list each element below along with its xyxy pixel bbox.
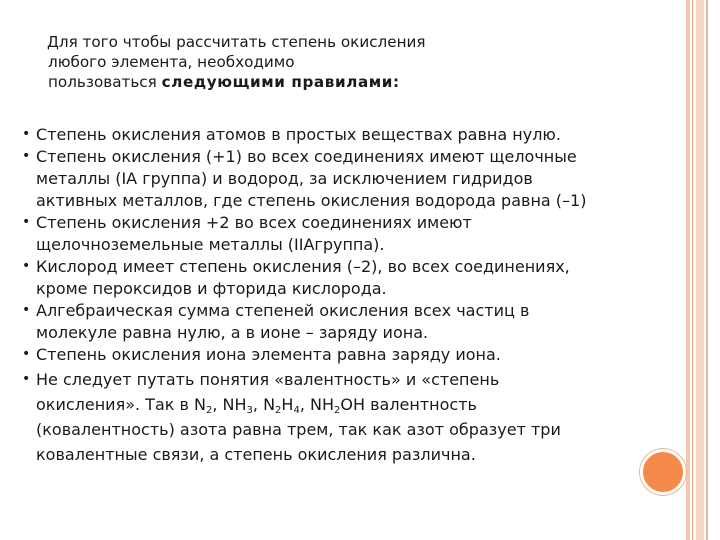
bullet: • [22,346,31,363]
rule-item [22,212,607,256]
decorative-circle [640,449,686,495]
rule-text: Алгебраическая сумма степеней окисления всех частиц в молекуле равна нулю, а в ионе – заряду иона. [36,301,530,343]
intro-line: любого элемента, необходимо [48,53,295,71]
intro-bold-text: следующими правилами: [161,73,400,91]
subscript: 4 [293,404,300,416]
rule-item [22,256,607,300]
intro-line [47,72,517,92]
rule-text: , N [252,394,276,414]
border-stripe [706,0,708,540]
border-stripe [692,0,693,540]
rule-text: Степень окисления атомов в простых веществах равна нулю. [36,125,561,144]
rule-text: , NH [212,394,247,414]
rules-list [22,124,607,467]
rule-text: H [281,394,294,414]
rule-item [22,367,607,467]
bullet: • [22,126,31,142]
rule-item [22,124,607,146]
rule-text: Степень окисления иона элемента равна заряду иона. [36,345,501,365]
rule-item [22,146,607,211]
bullet: • [22,258,31,275]
bullet: • [22,370,31,387]
border-stripe [696,0,704,540]
bullet: • [22,214,31,231]
intro-paragraph [47,32,517,92]
rule-text: Кислород имеет степень окисления (–2), во всех соединениях, кроме пероксидов и фторида кислорода. [36,257,570,299]
subscript: 2 [205,404,213,416]
bullet: • [22,302,31,319]
subscript: 3 [246,404,253,416]
border-stripe [686,0,690,540]
rule-text: Не следует путать понятия «валентность» и «степень окисления». Так в N [36,369,500,414]
rule-text: , NH [299,394,334,414]
rule-item [22,344,607,366]
intro-text: пользоваться [48,73,162,91]
rule-text: Степень окисления (+1) во всех соединениях имеют щелочные металлы (IA группа) и водород, за исключением гидридов активных металлов, где степень окисления водорода равна (–1) [36,147,587,210]
subscript: 2 [275,404,282,416]
rule-text: OH валентность (ковалентность) азота равна трем, так как азот образует три ковалентные связи, а степень окисления различна. [36,394,561,464]
rule-item [22,300,607,344]
bullet: • [22,148,31,165]
subscript: 2 [334,404,341,416]
rule-text: Степень окисления +2 во всех соединениях имеют щелочноземельные металлы (IIAгруппа). [36,213,472,254]
intro-line: Для того чтобы рассчитать степень окисления [47,33,426,51]
